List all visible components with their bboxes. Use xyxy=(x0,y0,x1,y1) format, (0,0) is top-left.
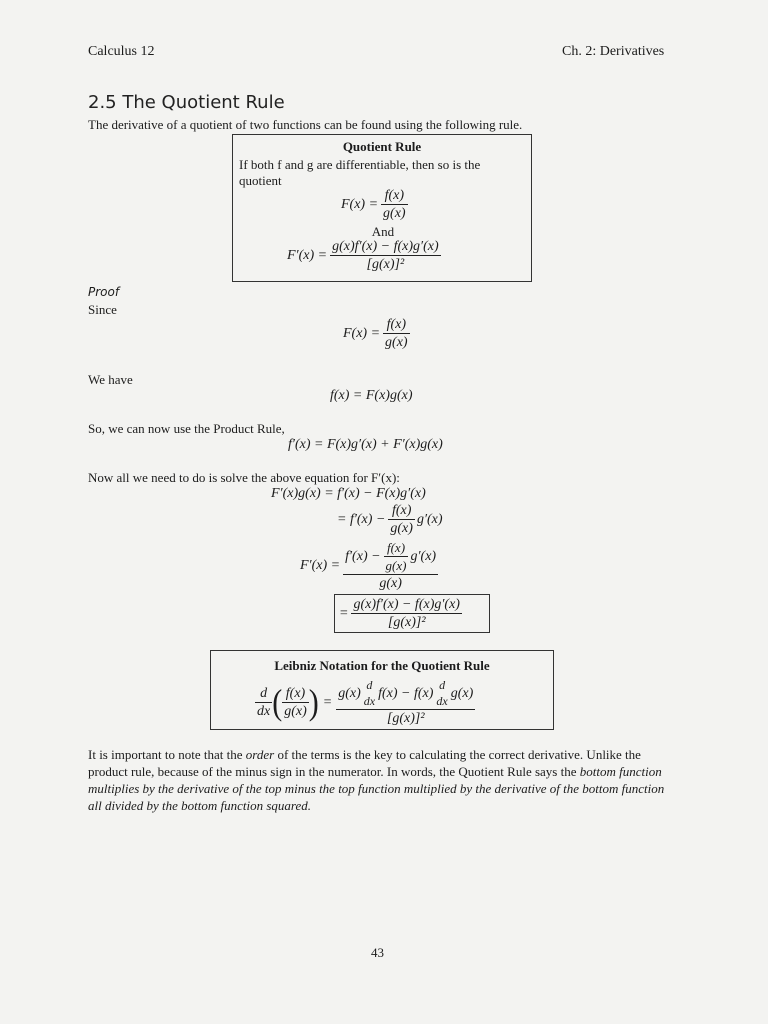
leibniz-eq xyxy=(255,678,475,727)
step2-post: g′(x) xyxy=(416,512,443,527)
leibniz-rhs-denominator: [g(x)]² xyxy=(336,709,475,727)
rule-box-eq2 xyxy=(287,239,441,273)
final-result-box xyxy=(334,594,490,633)
leibniz-title: Leibniz Notation for the Quotient Rule xyxy=(274,658,490,673)
header-course: Calculus 12 xyxy=(88,44,155,59)
leibniz-d-dx-1 xyxy=(362,678,377,709)
step2-denominator: g(x) xyxy=(390,521,413,536)
closing-part1: It is important to note that the xyxy=(88,747,246,762)
since-denominator: g(x) xyxy=(385,335,408,350)
leibniz-dx: dx xyxy=(257,703,271,719)
eq1-fraction xyxy=(381,188,408,222)
eq2-fraction xyxy=(330,239,441,273)
step3-inner-numerator: f(x) xyxy=(386,540,406,555)
eq2-numerator: g(x)f′(x) − f(x)g′(x) xyxy=(332,239,439,254)
leibniz-inner-fraction xyxy=(282,686,309,720)
since-lhs: F(x) = xyxy=(343,326,381,341)
step2-pre: = f′(x) − xyxy=(337,512,386,527)
leibniz-d-dx xyxy=(255,686,272,720)
final-numerator: g(x)f′(x) − f(x)g′(x) xyxy=(353,597,460,612)
leibniz-dx-1: dx xyxy=(363,694,376,708)
step3-inner-fraction xyxy=(384,540,409,574)
proof-so-text: So, we can now use the Product Rule, xyxy=(88,421,285,436)
since-numerator: f(x) xyxy=(386,317,407,332)
eq2-denominator: [g(x)]² xyxy=(330,255,441,273)
eq2-lhs: F′(x) = xyxy=(287,248,328,263)
proof-step1: F′(x)g(x) = f′(x) − F(x)g′(x) xyxy=(271,486,426,501)
final-fraction xyxy=(351,597,462,631)
eq1-numerator: f(x) xyxy=(384,188,405,203)
step2-numerator: f(x) xyxy=(391,503,412,518)
left-paren-icon: ( xyxy=(272,682,283,722)
leibniz-eq-sign: = xyxy=(322,694,333,710)
final-denominator: [g(x)]² xyxy=(351,613,462,631)
leibniz-d: d xyxy=(260,685,268,701)
closing-order: order xyxy=(245,747,275,762)
final-result-eq xyxy=(339,597,462,631)
eq1-denominator: g(x) xyxy=(383,206,406,221)
since-fraction xyxy=(383,317,410,351)
right-paren-icon: ) xyxy=(308,682,319,722)
step2-fraction xyxy=(388,503,415,537)
proof-since-eq xyxy=(343,317,410,351)
proof-we-have: We have xyxy=(88,372,133,387)
step3-inner-denominator: g(x) xyxy=(385,558,407,573)
proof-product-eq: f′(x) = F(x)g′(x) + F′(x)g(x) xyxy=(288,437,443,452)
rule-box-title: Quotient Rule xyxy=(342,139,422,154)
leibniz-inner-denominator: g(x) xyxy=(284,703,307,719)
closing-part2: of the terms is the key to calculating the correct derivative. Unlike the product rule, because of the minus sign in the numerator. In words, the Quotient Rule says the xyxy=(88,747,641,779)
proof-step3 xyxy=(300,540,438,592)
final-eq-sign: = xyxy=(339,606,349,621)
leibniz-box xyxy=(210,650,554,730)
step3-lhs: F′(x) = xyxy=(300,558,341,573)
leibniz-rhs-g: g(x) xyxy=(338,685,361,701)
eq1-lhs: F(x) = xyxy=(341,197,379,212)
leibniz-d-1: d xyxy=(366,678,373,692)
rule-box-line1: If both f and g are differentiable, then so is the xyxy=(239,157,481,172)
leibniz-dx-2: dx xyxy=(436,694,448,708)
leibniz-inner-numerator: f(x) xyxy=(285,685,306,701)
proof-step2 xyxy=(337,503,443,537)
header-chapter: Ch. 2: Derivatives xyxy=(562,44,665,59)
leibniz-d-2: d xyxy=(439,678,446,692)
leibniz-d-dx-2 xyxy=(434,678,449,709)
rule-box-and: And xyxy=(371,224,395,239)
proof-label: Proof xyxy=(88,285,120,299)
step3-denominator: g(x) xyxy=(343,574,438,592)
leibniz-rhs-numerator xyxy=(336,678,475,709)
leibniz-rhs-fraction xyxy=(336,678,475,727)
closing-paragraph xyxy=(88,746,678,814)
proof-we-have-eq: f(x) = F(x)g(x) xyxy=(330,388,413,403)
step3-num-post: g′(x) xyxy=(410,549,437,564)
leibniz-rhs-g-after: g(x) xyxy=(450,685,474,701)
step3-numerator xyxy=(343,540,438,574)
quotient-rule-box xyxy=(232,134,532,282)
step3-num-pre: f′(x) − xyxy=(345,549,381,564)
step3-fraction xyxy=(343,540,438,592)
page-number: 43 xyxy=(371,945,384,960)
closing-italic-tail: bottom function multiplies by the derivative of the top minus the top function multiplied by the derivative of the bottom function all divided by the bottom function squared. xyxy=(88,764,665,813)
proof-since: Since xyxy=(88,302,117,317)
proof-now-text: Now all we need to do is solve the above equation for F′(x): xyxy=(88,470,400,485)
rule-box-line2: quotient xyxy=(239,173,282,188)
leibniz-rhs-f-after: f(x) − f(x) xyxy=(378,685,434,701)
section-title: 2.5 The Quotient Rule xyxy=(88,92,285,113)
rule-box-eq1 xyxy=(341,188,408,222)
intro-text: The derivative of a quotient of two functions can be found using the following rule. xyxy=(88,117,523,132)
